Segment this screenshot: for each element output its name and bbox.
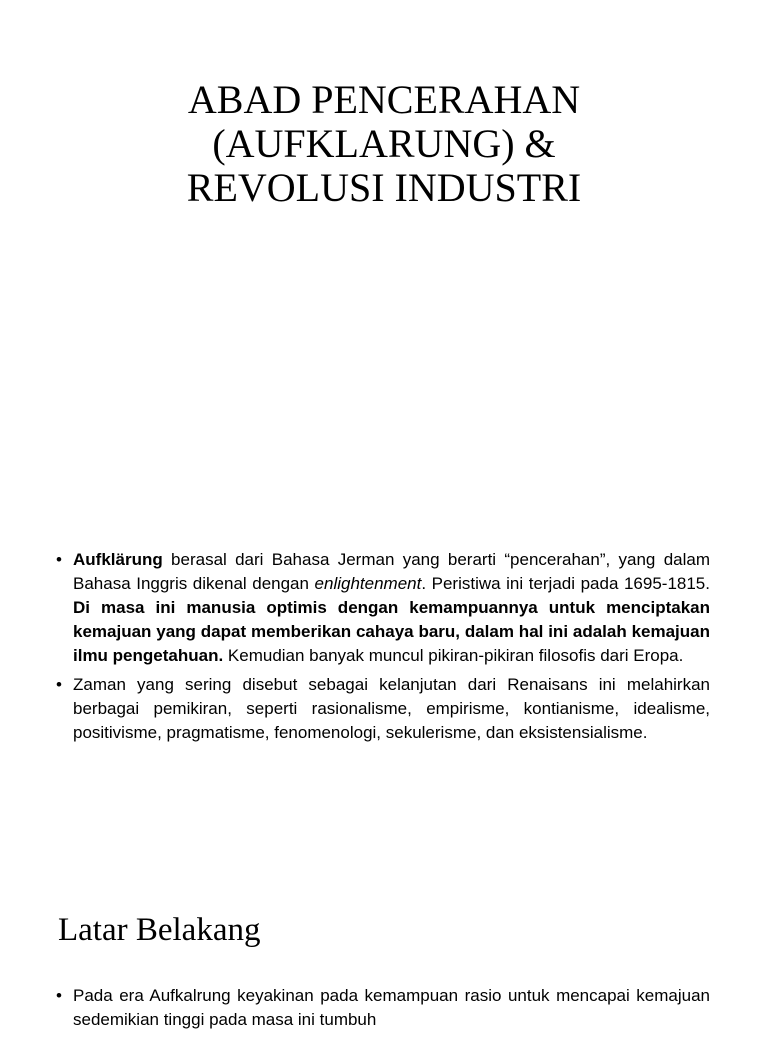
term-aufklarung: Aufklärung [73,550,163,569]
bullet-text: . Peristiwa ini terjadi pada 1695-1815. [421,574,710,593]
title-line-3: REVOLUSI INDUSTRI [186,165,582,210]
bullet-marker: • [56,986,62,1005]
bullet-item-zaman [56,673,710,745]
title-line-1: ABAD PENCERAHAN [187,77,581,122]
section-heading: Latar Belakang [58,912,261,948]
bullet-text: Pada era Aufkalrung keyakinan pada kemampuan rasio untuk mencapai kemajuan sedemikian tinggi pada masa ini tumbuh [73,986,710,1029]
title-line-2: (AUFKLARUNG) & [212,121,556,166]
bullet-text: Kemudian banyak muncul pikiran-pikiran filosofis dari Eropa. [223,646,684,665]
bold-statement: Di masa ini manusia optimis dengan kemampuannya untuk menciptakan kemajuan yang dapat memberikan cahaya baru, dalam hal ini adalah kemajuan ilmu pengetahuan. [73,598,710,665]
section-bullet-list [56,984,710,1037]
bullet-text: Zaman yang sering disebut sebagai kelanjutan dari Renaisans ini melahirkan berbagai pemikiran, seperti rasionalisme, empirisme, kontianisme, idealisme, positivisme, pragmatisme, fenomenologi, sekulerisme, dan eksistensialisme. [73,675,710,742]
bullet-list [56,548,710,750]
bullet-marker: • [56,675,62,694]
bullet-item-latar [56,984,710,1032]
bullet-item-aufklarung [56,548,710,668]
bullet-marker: • [56,550,62,569]
slide-title [60,78,708,210]
term-enlightenment: enlightenment [314,574,422,593]
bullet-text: berasal dari Bahasa Jerman yang berarti “pencerahan”, yang dalam Bahasa Inggris dikenal dengan [73,550,710,593]
